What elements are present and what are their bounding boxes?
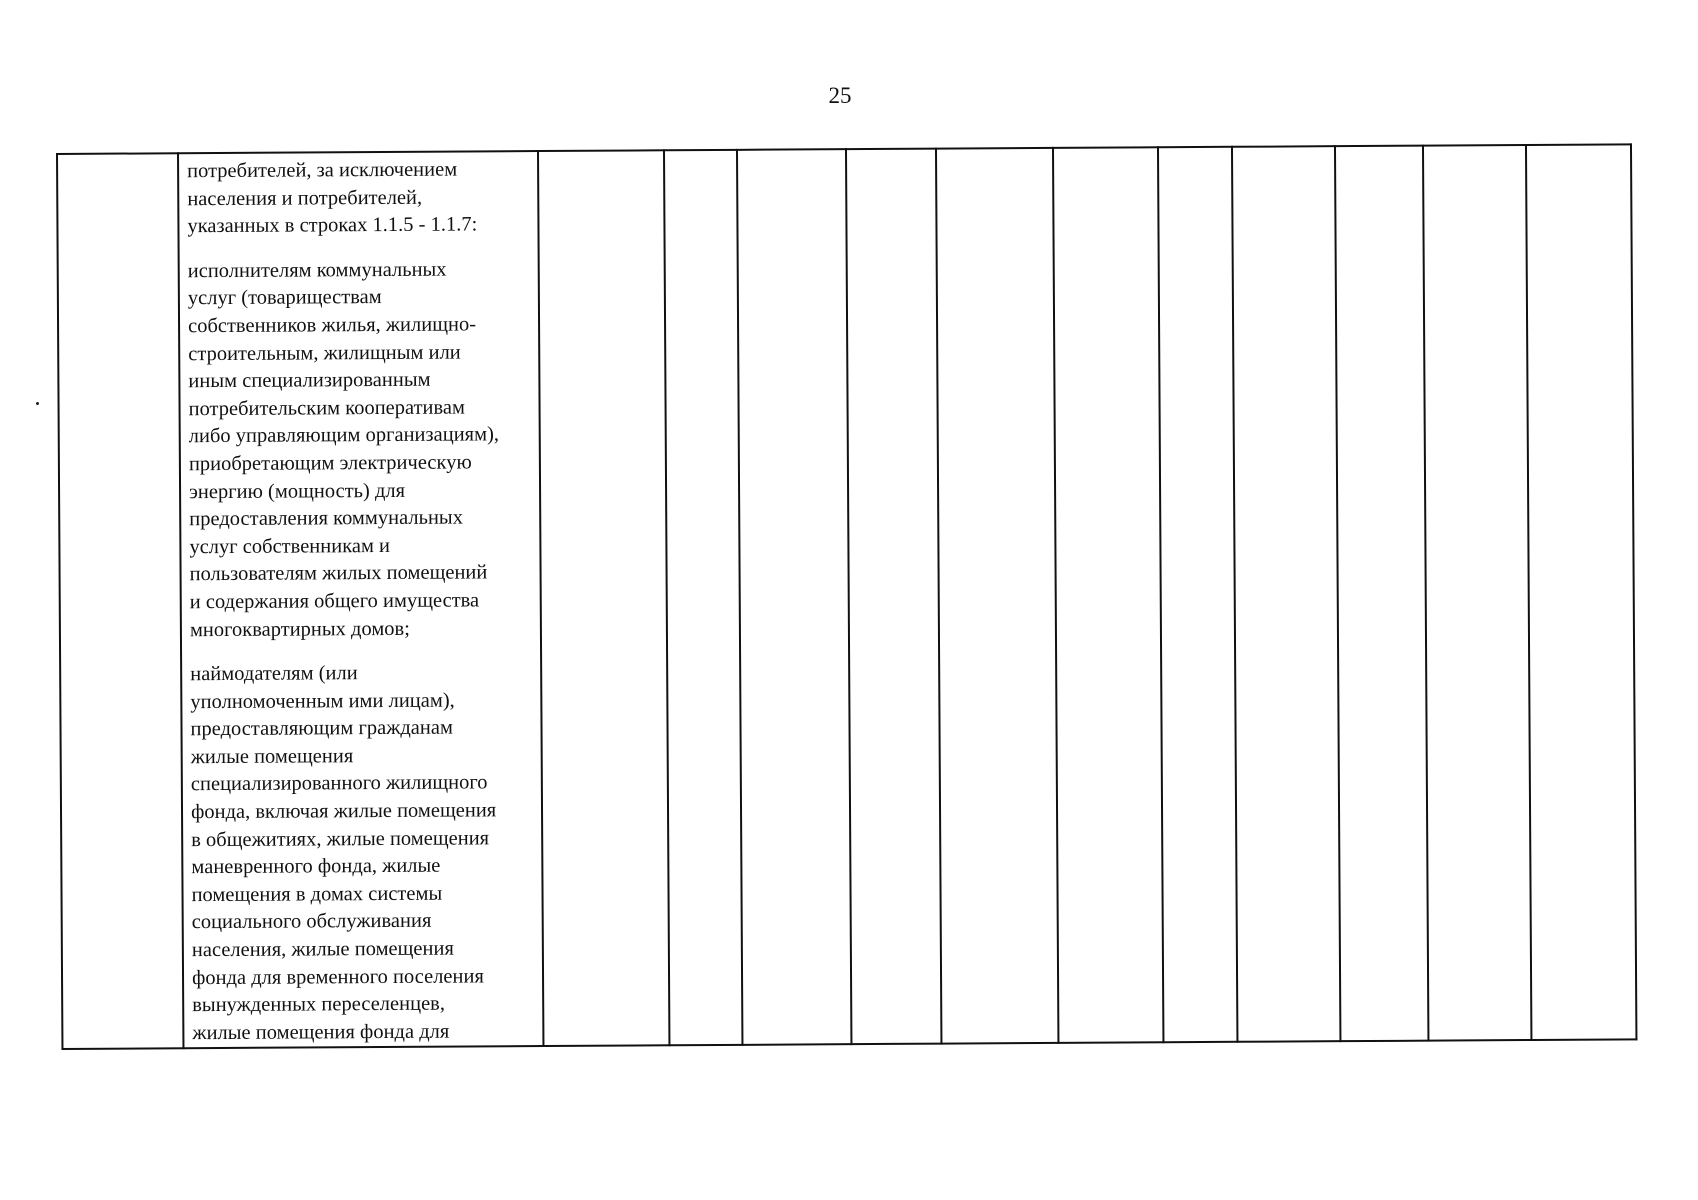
- value-cell: [737, 149, 851, 1045]
- description-paragraph-1: потребителей, за исключением населения и потребителей, указанных в строках 1.1.5 - 1.1.7:: [187, 158, 478, 238]
- value-cell: [846, 149, 941, 1045]
- scan-speck: [36, 402, 39, 405]
- value-cell: [538, 150, 669, 1046]
- description-paragraph-2: исполнителям коммунальных услуг (товариществам собственников жилья, жилищно- строительным, жилищным или иным специализированным потребительским кооперативам либо управляющим организациям), приобретающим электрическую энергию (мощность) для предоставления коммунальных услуг собственникам и пользователям жилых помещений и содержания общего имущества многоквартирных домов;: [187, 258, 500, 641]
- row-number-cell: [57, 153, 183, 1049]
- value-cell: [1423, 145, 1531, 1041]
- description-paragraph-3: наймодателям (или уполномоченным ими лицам), предоставляющим гражданам жилые помещения специализированного жилищного фонда, включая жилые помещения в общежитиях, жилые помещения маневренного фонда, жилые помещения в домах системы социального обслуживания населения, жилые помещения фонда для временного поселения вынужденных переселенцев, жилые помещения фонда для: [190, 662, 497, 1044]
- value-cell: [1526, 144, 1636, 1040]
- value-cell: [1335, 146, 1428, 1042]
- page-number: 25: [828, 83, 852, 108]
- value-cell: [1053, 147, 1163, 1043]
- description-cell: [178, 151, 543, 1049]
- value-cell: [1158, 147, 1237, 1043]
- table-row: [57, 144, 1636, 1049]
- tariff-table: [56, 143, 1637, 1050]
- value-cell: [936, 148, 1058, 1044]
- value-cell: [1232, 146, 1340, 1042]
- value-cell: [664, 150, 742, 1046]
